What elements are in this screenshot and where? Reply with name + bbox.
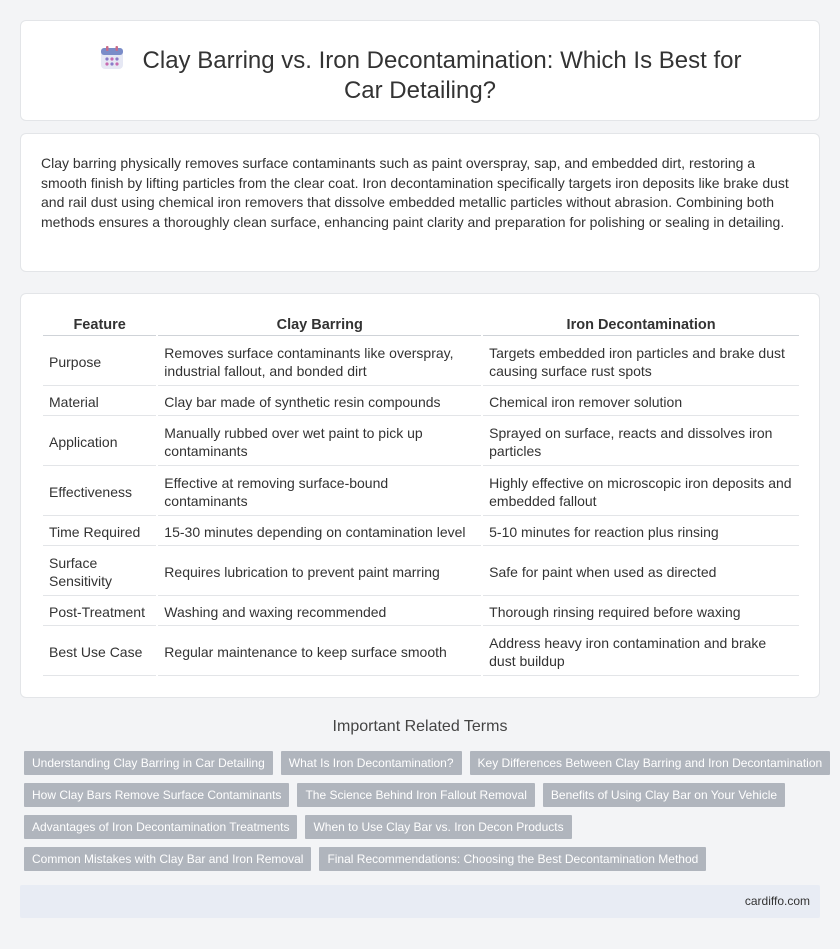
tag-row: [24, 751, 824, 775]
related-term-tag[interactable]: What Is Iron Decontamination?: [281, 751, 462, 775]
header-feature: Feature: [43, 314, 156, 336]
iron-cell: Highly effective on microscopic iron deposits and embedded fallout: [483, 468, 799, 516]
feature-cell: Post-Treatment: [43, 598, 156, 626]
clay-cell: Removes surface contaminants like overspray, industrial fallout, and bonded dirt: [158, 338, 481, 386]
table-row: [43, 338, 799, 386]
table-header-row: [43, 314, 799, 336]
related-term-tag[interactable]: Final Recommendations: Choosing the Best Decontamination Method: [319, 847, 706, 871]
clay-cell: Clay bar made of synthetic resin compounds: [158, 388, 481, 416]
page-title: Clay Barring vs. Iron Decontamination: Which Is Best for Car Detailing?: [142, 47, 742, 104]
comparison-table: [41, 312, 801, 678]
iron-cell: Sprayed on surface, reacts and dissolves iron particles: [483, 418, 799, 466]
iron-cell: Chemical iron remover solution: [483, 388, 799, 416]
table-row: [43, 468, 799, 516]
table-row: [43, 598, 799, 626]
feature-cell: Effectiveness: [43, 468, 156, 516]
related-term-tag[interactable]: How Clay Bars Remove Surface Contaminants: [24, 783, 289, 807]
clay-cell: Regular maintenance to keep surface smooth: [158, 628, 481, 676]
clay-cell: 15-30 minutes depending on contamination level: [158, 518, 481, 546]
tag-row: [24, 815, 824, 839]
header-iron-decontamination: Iron Decontamination: [483, 314, 799, 336]
iron-cell: Safe for paint when used as directed: [483, 548, 799, 596]
related-terms-heading: Important Related Terms: [332, 718, 508, 735]
feature-cell: Time Required: [43, 518, 156, 546]
table-row: [43, 518, 799, 546]
clay-cell: Effective at removing surface-bound contaminants: [158, 468, 481, 516]
iron-cell: Address heavy iron contamination and brake dust buildup: [483, 628, 799, 676]
footer: [20, 885, 820, 918]
feature-cell: Purpose: [43, 338, 156, 386]
feature-cell: Surface Sensitivity: [43, 548, 156, 596]
iron-cell: Thorough rinsing required before waxing: [483, 598, 799, 626]
feature-cell: Material: [43, 388, 156, 416]
intro-card: [20, 133, 820, 272]
related-term-tag[interactable]: Key Differences Between Clay Barring and Iron Decontamination: [470, 751, 831, 775]
related-terms-list: [24, 751, 824, 879]
related-term-tag[interactable]: The Science Behind Iron Fallout Removal: [297, 783, 534, 807]
table-row: [43, 418, 799, 466]
footer-site-link[interactable]: cardiffo.com: [744, 894, 810, 908]
feature-cell: Best Use Case: [43, 628, 156, 676]
tag-row: [24, 847, 824, 871]
title-card: [20, 20, 820, 121]
clay-cell: Requires lubrication to prevent paint marring: [158, 548, 481, 596]
page-title-wrap: [81, 45, 759, 106]
intro-paragraph: Clay barring physically removes surface contaminants such as paint overspray, sap, and embedded dirt, restoring a smooth finish by lifting particles from the clear coat. Iron decontamination specifically targets iron deposits like brake dust and rail dust using chemical iron removers that dissolve embedded metallic particles without abrasion. Combining both methods ensures a thoroughly clean surface, enhancing paint clarity and preparation for polishing or sealing in detailing.: [41, 155, 789, 230]
iron-cell: Targets embedded iron particles and brake dust causing surface rust spots: [483, 338, 799, 386]
header-clay-barring: Clay Barring: [158, 314, 481, 336]
calendar-icon: [99, 45, 125, 71]
table-row: [43, 628, 799, 676]
feature-cell: Application: [43, 418, 156, 466]
comparison-table-card: [20, 293, 820, 698]
table-row: [43, 388, 799, 416]
related-term-tag[interactable]: Common Mistakes with Clay Bar and Iron Removal: [24, 847, 311, 871]
related-term-tag[interactable]: Benefits of Using Clay Bar on Your Vehicle: [543, 783, 785, 807]
related-term-tag[interactable]: Advantages of Iron Decontamination Treatments: [24, 815, 297, 839]
related-term-tag[interactable]: Understanding Clay Barring in Car Detailing: [24, 751, 273, 775]
clay-cell: Manually rubbed over wet paint to pick up contaminants: [158, 418, 481, 466]
related-term-tag[interactable]: When to Use Clay Bar vs. Iron Decon Products: [305, 815, 571, 839]
table-row: [43, 548, 799, 596]
tag-row: [24, 783, 824, 807]
iron-cell: 5-10 minutes for reaction plus rinsing: [483, 518, 799, 546]
clay-cell: Washing and waxing recommended: [158, 598, 481, 626]
